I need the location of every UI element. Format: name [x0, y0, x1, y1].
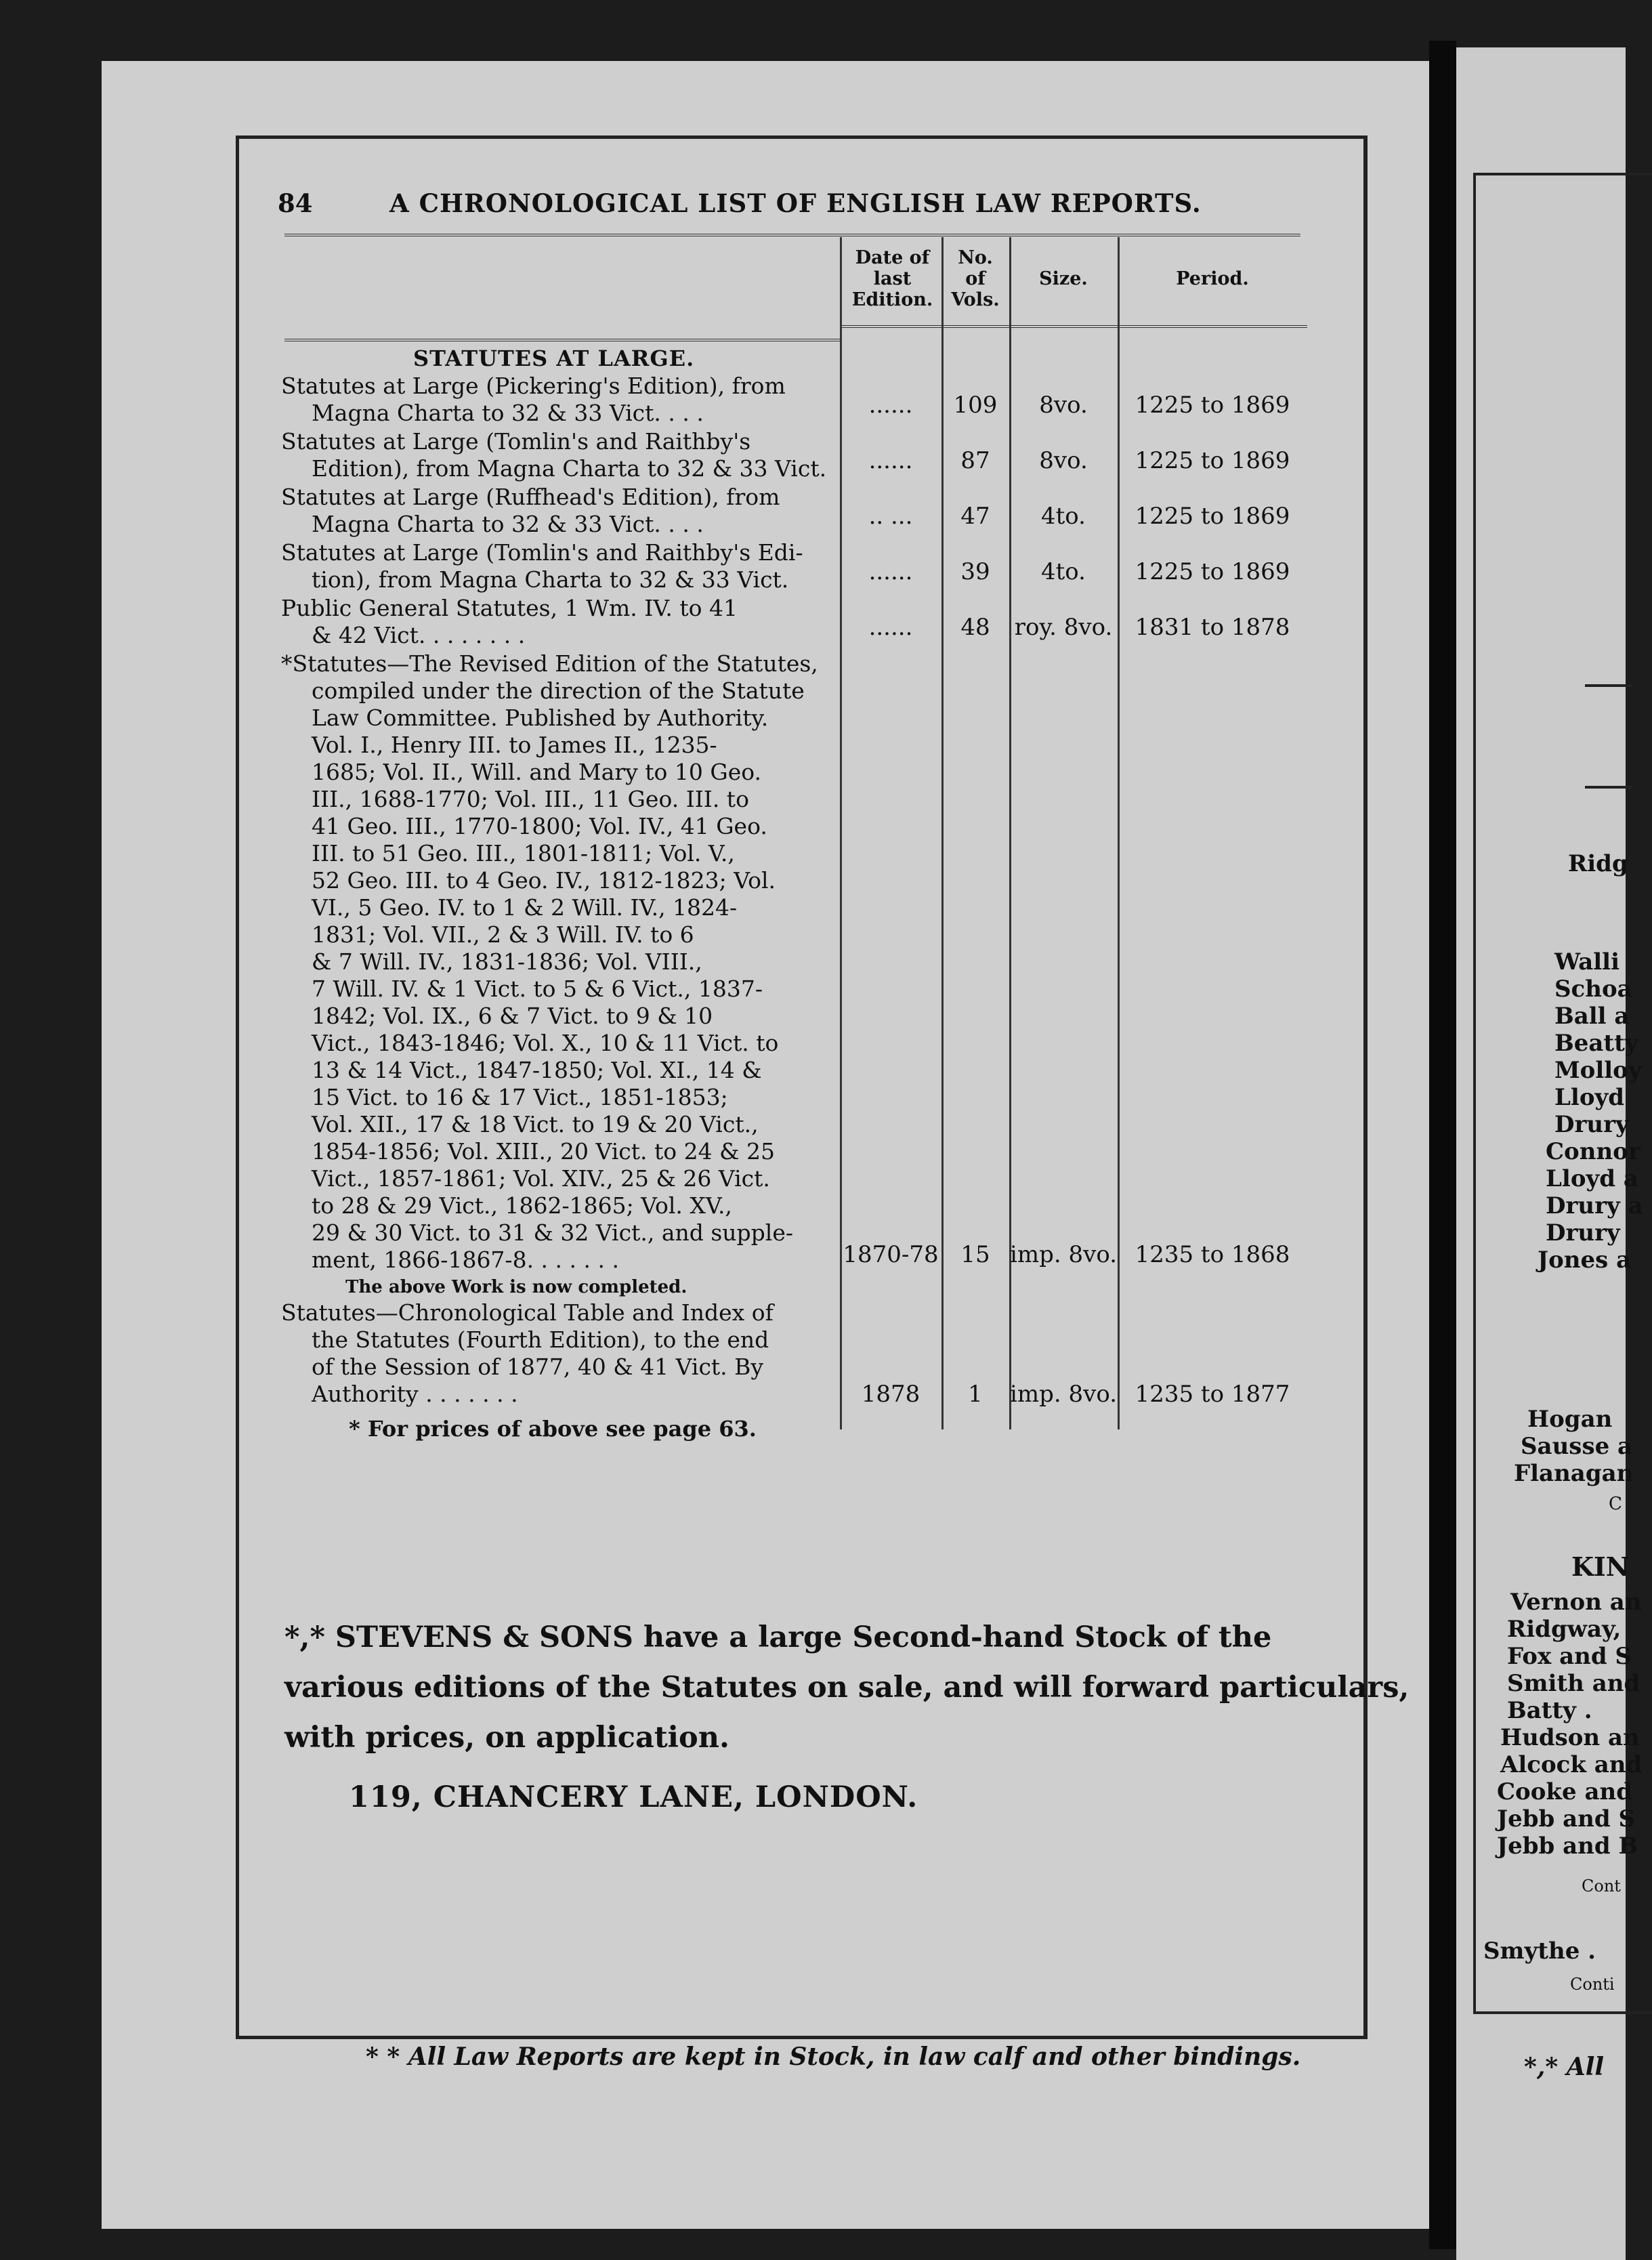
right-fragment: Molloy	[1554, 1057, 1642, 1084]
advert-line: with prices, on application.	[284, 1721, 729, 1755]
right-fragment: Flanagan	[1514, 1460, 1634, 1487]
entry-line: of the Session of 1877, 40 & 41 Vict. By	[312, 1354, 764, 1380]
entry-line: tion), from Magna Charta to 32 & 33 Vict.	[312, 566, 789, 593]
entry-period: 1225 to 1869	[1135, 558, 1290, 585]
right-fragment: Batty .	[1507, 1697, 1592, 1724]
header-line: Edition.	[851, 289, 933, 310]
right-fragment: Jebb and B	[1497, 1833, 1638, 1860]
entry-line: 52 Geo. III. to 4 Geo. IV., 1812-1823; Vol.	[312, 867, 776, 894]
entry-line: compiled under the direction of the Statute	[312, 677, 805, 704]
entry-line: Magna Charta to 32 & 33 Vict. . . .	[312, 511, 704, 537]
entry-date: ......	[868, 558, 913, 585]
entry-vols: 48	[960, 614, 990, 641]
entry-line: 13 & 14 Vict., 1847-1850; Vol. XI., 14 &	[312, 1057, 762, 1083]
entry-line: ment, 1866-1867-8. . . . . . .	[312, 1247, 619, 1273]
column-header-rule	[840, 325, 1307, 328]
entry-line: 1854-1856; Vol. XIII., 20 Vict. to 24 & 25	[312, 1138, 775, 1165]
entry-line: 29 & 30 Vict. to 31 & 32 Vict., and supple-	[312, 1219, 794, 1246]
right-fragment: Hogan	[1527, 1406, 1613, 1433]
entry-line: & 42 Vict. . . . . . . .	[312, 622, 526, 648]
prices-footnote: * For prices of above see page 63.	[349, 1416, 757, 1442]
entry-line: Statutes at Large (Tomlin's and Raithby's	[281, 428, 751, 455]
entry-vols: 39	[960, 558, 990, 585]
entry-date: .. ...	[868, 503, 913, 530]
entry-line: Edition), from Magna Charta to 32 & 33 Vict.	[312, 455, 827, 482]
entry-size: roy. 8vo.	[1014, 614, 1113, 641]
column-header-vols	[941, 247, 1009, 310]
entry-line: Law Committee. Published by Authority.	[312, 705, 769, 731]
header-rule	[284, 234, 1300, 236]
entry-line: Statutes at Large (Tomlin's and Raithby's Edi-	[281, 539, 803, 566]
advert-line: various editions of the Statutes on sale, and will forward particulars,	[284, 1671, 1410, 1704]
chronological-size: imp. 8vo.	[1009, 1381, 1117, 1408]
right-fragment: Jebb and S	[1497, 1805, 1636, 1833]
entry-line: 1685; Vol. II., Will. and Mary to 10 Geo.	[312, 759, 761, 785]
entry-line: 7 Will. IV. & 1 Vict. to 5 & 6 Vict., 1837-	[312, 976, 763, 1002]
entry-size: 8vo.	[1039, 447, 1088, 474]
right-fragment: Drury a	[1546, 1192, 1643, 1219]
entry-line: Vol. XII., 17 & 18 Vict. to 19 & 20 Vict.,	[312, 1111, 759, 1137]
entry-vols: 87	[960, 447, 990, 474]
right-page-rule	[1585, 786, 1632, 789]
right-fragment: Lloyd a	[1546, 1165, 1638, 1192]
entry-title	[281, 428, 843, 482]
entry-line: *Statutes—The Revised Edition of the Statutes,	[281, 650, 818, 677]
header-line: last	[873, 268, 912, 289]
entry-line: Vict., 1857-1861; Vol. XIV., 25 & 26 Vict.	[312, 1165, 770, 1192]
entry-line: Statutes at Large (Ruffhead's Edition), from	[281, 484, 780, 510]
right-fragment: Schoa	[1554, 976, 1632, 1003]
entry-date: ......	[868, 447, 913, 474]
entry-line: Authority . . . . . . .	[312, 1381, 518, 1407]
header-line: No.	[958, 247, 993, 268]
section-title: STATUTES AT LARGE.	[413, 346, 695, 371]
header-line: Date of	[855, 247, 930, 268]
chronological-table-entry	[281, 1299, 843, 1408]
book-gutter	[1429, 41, 1456, 2249]
page-number: 84	[278, 188, 313, 218]
entry-period: 1225 to 1869	[1135, 447, 1290, 474]
column-header-date	[843, 247, 941, 310]
right-fragment: Smith and	[1507, 1670, 1640, 1697]
entry-title	[281, 595, 843, 649]
entry-line: 1842; Vol. IX., 6 & 7 Vict. to 9 & 10	[312, 1003, 713, 1029]
entry-line: Vict., 1843-1846; Vol. X., 10 & 11 Vict. to	[312, 1030, 779, 1056]
advert-line: *,* STEVENS & SONS have a large Second-hand Stock of the	[284, 1620, 1272, 1654]
entry-line: Magna Charta to 32 & 33 Vict. . . .	[312, 400, 704, 426]
entry-period: 1831 to 1878	[1135, 614, 1290, 641]
right-fragment: Conti	[1570, 1975, 1615, 1994]
entry-line: Public General Statutes, 1 Wm. IV. to 41	[281, 595, 738, 621]
chronological-period: 1235 to 1877	[1135, 1381, 1290, 1408]
revised-period: 1235 to 1868	[1135, 1241, 1290, 1268]
entry-line: Statutes at Large (Pickering's Edition), from	[281, 373, 786, 399]
entry-line: III. to 51 Geo. III., 1801-1811; Vol. V.,	[312, 840, 735, 866]
right-fragment: Drury	[1546, 1219, 1620, 1247]
entry-title	[281, 484, 843, 538]
entry-line: Vol. I., Henry III. to James II., 1235-	[312, 732, 717, 758]
right-fragment: KIN	[1571, 1551, 1630, 1582]
entry-period: 1225 to 1869	[1135, 392, 1290, 419]
right-fragment: Connor	[1546, 1138, 1640, 1165]
title-column-rule	[284, 339, 840, 341]
revised-vols: 15	[960, 1241, 990, 1268]
right-fragment: Beatty	[1554, 1030, 1638, 1057]
publisher-address: 119, CHANCERY LANE, LONDON.	[349, 1780, 918, 1814]
column-header-size: Size.	[1039, 268, 1088, 289]
entry-vols: 109	[953, 392, 998, 419]
entry-line: 41 Geo. III., 1770-1800; Vol. IV., 41 Geo.	[312, 813, 767, 839]
advertisement	[284, 1612, 1410, 1763]
completion-note: The above Work is now completed.	[345, 1277, 687, 1297]
entry-line: the Statutes (Fourth Edition), to the end	[312, 1326, 769, 1353]
chronological-date: 1878	[861, 1381, 920, 1408]
entry-line: 1831; Vol. VII., 2 & 3 Will. IV. to 6	[312, 921, 694, 948]
header-line: Vols.	[951, 289, 1000, 310]
right-fragment: Hudson an	[1500, 1724, 1640, 1751]
right-fragment: *,* All	[1524, 2053, 1605, 2081]
running-head	[271, 188, 1300, 222]
entry-vols: 47	[960, 503, 990, 530]
entry-title	[281, 373, 843, 427]
revised-edition-entry	[281, 650, 843, 1274]
entry-line: & 7 Will. IV., 1831-1836; Vol. VIII.,	[312, 948, 702, 975]
right-fragment: Jones a	[1538, 1247, 1632, 1274]
right-fragment: Alcock and	[1500, 1751, 1643, 1778]
entry-line: VI., 5 Geo. IV. to 1 & 2 Will. IV., 1824-	[312, 894, 738, 921]
right-fragment: Drury	[1554, 1111, 1629, 1138]
entry-line: Statutes—Chronological Table and Index of	[281, 1299, 774, 1326]
entry-date: ......	[868, 392, 913, 419]
entry-line: to 28 & 29 Vict., 1862-1865; Vol. XV.,	[312, 1192, 732, 1219]
right-fragment: Vernon an	[1510, 1589, 1642, 1616]
right-fragment: Cooke and	[1497, 1778, 1632, 1805]
entry-line: 15 Vict. to 16 & 17 Vict., 1851-1853;	[312, 1084, 728, 1110]
entry-size: 4to.	[1041, 558, 1086, 585]
right-fragment: Fox and S	[1507, 1643, 1632, 1670]
header-line: of	[965, 268, 986, 289]
revised-date: 1870-78	[843, 1241, 939, 1268]
chronological-vols: 1	[968, 1381, 983, 1408]
right-fragment: Ball a	[1554, 1003, 1630, 1030]
right-fragment: Walli	[1554, 948, 1620, 976]
entry-size: 4to.	[1041, 503, 1086, 530]
entry-line: III., 1688-1770; Vol. III., 11 Geo. III. to	[312, 786, 749, 812]
running-title: A CHRONOLOGICAL LIST OF ENGLISH LAW REPORTS.	[389, 188, 1202, 218]
right-fragment: Lloyd	[1554, 1084, 1625, 1111]
entry-date: ......	[868, 614, 913, 641]
right-fragment: Smythe .	[1483, 1938, 1596, 1965]
column-header-period: Period.	[1176, 268, 1249, 289]
entry-size: 8vo.	[1039, 392, 1088, 419]
statutes-table	[271, 237, 1307, 1457]
right-fragment: Ridg	[1568, 850, 1628, 877]
entry-period: 1225 to 1869	[1135, 503, 1290, 530]
revised-size: imp. 8vo.	[1009, 1241, 1117, 1268]
right-page-rule	[1585, 684, 1632, 687]
right-fragment: Cont	[1582, 1877, 1621, 1896]
entry-title	[281, 539, 843, 593]
right-fragment: Sausse a	[1521, 1433, 1633, 1460]
bottom-note: * * All Law Reports are kept in Stock, in law calf and other bindings.	[366, 2043, 1301, 2071]
right-fragment: Ridgway,	[1507, 1616, 1622, 1643]
right-fragment: C	[1609, 1494, 1622, 1514]
